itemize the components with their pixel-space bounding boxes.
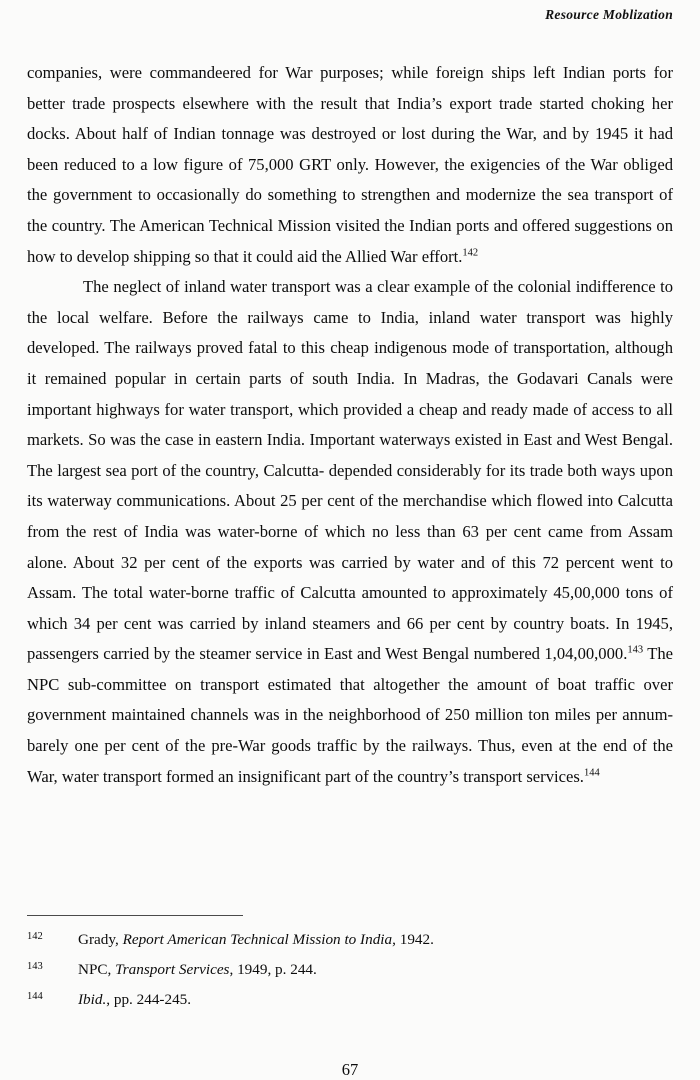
footnote-item — [27, 925, 673, 955]
paragraph-1 — [27, 58, 673, 272]
footnote-separator-rule — [27, 915, 243, 916]
footnote-143-suffix: , 1949, p. 244. — [229, 961, 317, 978]
footnote-item — [27, 955, 673, 985]
footnote-142-suffix: , 1942. — [392, 931, 434, 948]
footnote-ref-143[interactable]: 143 — [627, 644, 644, 656]
page-number: 67 — [341, 1060, 359, 1079]
paragraph-2-text: The neglect of inland water transport was a clear example of the colonial indifference to the local welfare. Before the railways came to India, inland water transport was highly developed. The railways proved fatal to this cheap indigenous mode of transportation, although it remained popular in certain parts of south India. In Madras, the Godavari Canals were important highways for water transport, which provided a cheap and ready made of access to all markets. So was the case in eastern India. Important waterways existed in East and West Bengal. The largest sea port of the country, Calcutta- depended considerably for its trade both ways upon its waterway communications. About 25 per cent of the merchandise which flowed into Calcutta from the rest of India was water-borne of which no less than 63 per cent came from Assam alone. About 32 per cent of the exports was carried by water and of this 72 percent went to Assam. The total water-borne traffic of Calcutta amounted to approximately 45,00,000 tons of which 34 per cent was carried by inland steamers and 66 per cent by country boats. In 1945, passengers carried by the steamer service in East and West Bengal numbered 1,04,00,000. — [27, 277, 673, 664]
footnote-text-143 — [78, 955, 673, 985]
footnote-144-title: Ibid. — [78, 991, 107, 1008]
footnote-144-suffix: , pp. 244-245. — [106, 991, 192, 1008]
footnote-number-144: 144 — [27, 991, 43, 1002]
paragraph-2-text-continued: The NPC sub-committee on transport estimated that altogether the amount of boat traffic over government maintained channels was in the neighborhood of 250 million ton miles per annum-barely one per cent of the pre-War goods traffic by the railways. Thus, even at the end of the War, water transport formed an insignificant part of the country’s transport services. — [27, 644, 674, 786]
footnote-item — [27, 985, 673, 1015]
paragraph-2 — [27, 272, 673, 792]
footnote-number-143: 143 — [27, 961, 43, 972]
running-header: Resource Moblization — [545, 7, 673, 22]
footnote-142-prefix: Grady, — [78, 931, 123, 948]
footnote-143-prefix: NPC, — [78, 961, 116, 978]
footnote-text-142 — [78, 925, 673, 955]
footnote-text-144 — [78, 985, 673, 1015]
footnote-section — [27, 915, 673, 1015]
paragraph-1-text: companies, were commandeered for War purposes; while foreign ships left Indian ports for better trade prospects elsewhere with the result that India’s export trade started choking her docks. About half of Indian tonnage was destroyed or lost during the War, and by 1945 it had been reduced to a low figure of 75,000 GRT only. However, the exigencies of the War obliged the government to occasionally do something to strengthen and modernize the sea transport of the country. The American Technical Mission visited the Indian ports and offered suggestions on how to develop shipping so that it could aid the Allied War effort. — [27, 63, 673, 266]
footnote-number-142: 142 — [27, 931, 43, 942]
footnote-143-title: Transport Services — [115, 961, 230, 978]
footnote-ref-142[interactable]: 142 — [462, 247, 479, 259]
footnote-ref-144[interactable]: 144 — [583, 767, 600, 779]
footnote-142-title: Report American Technical Mission to India — [122, 931, 393, 948]
body-text-block — [27, 58, 673, 792]
